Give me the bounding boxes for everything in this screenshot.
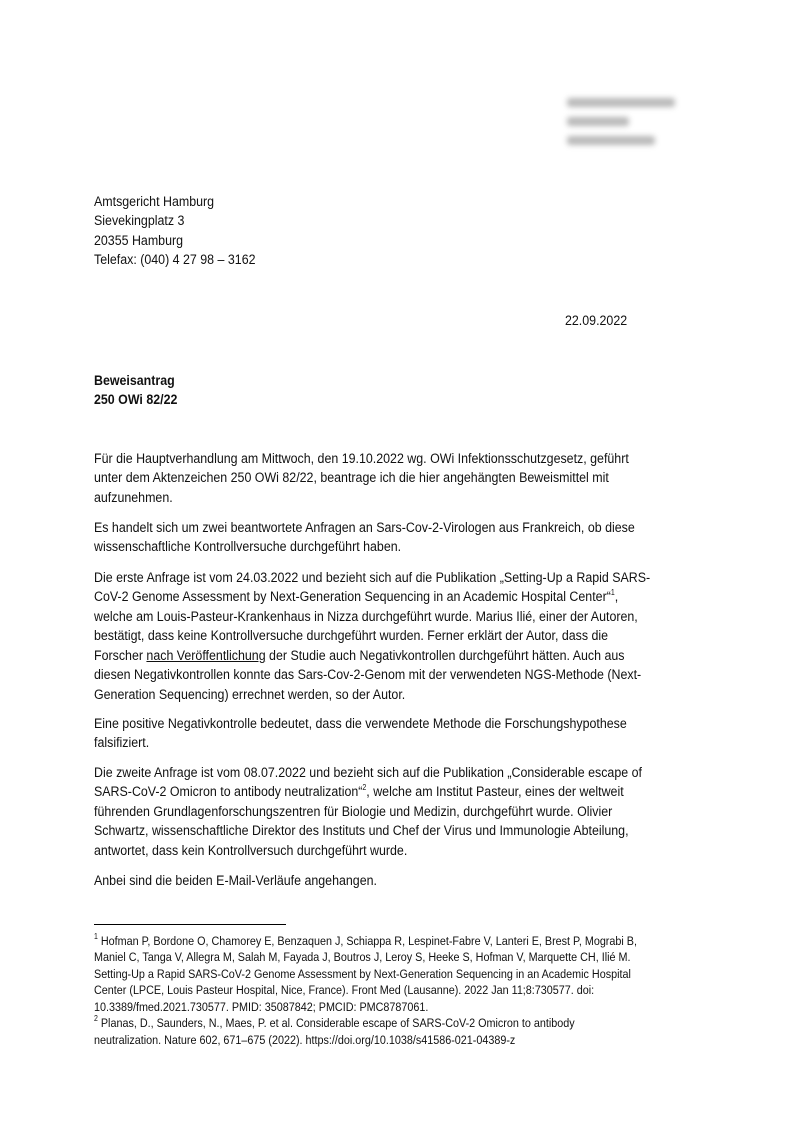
recipient-line: 20355 Hamburg <box>94 233 184 249</box>
text-line <box>94 647 624 665</box>
paragraph-6: Anbei sind die beiden E-Mail-Verläufe angehangen. <box>94 873 377 889</box>
text: Planas, D., Saunders, N., Maes, P. et al. Considerable escape of SARS-CoV-2 Omicron to antibody <box>97 1016 575 1030</box>
text-line: Für die Hauptverhandlung am Mittwoch, den 19.10.2022 wg. OWi Infektionsschutzgesetz, geführt <box>94 451 629 467</box>
text: , <box>614 589 619 605</box>
text-line: Es handelt sich um zwei beantwortete Anfragen an Sars-Cov-2-Virologen aus Frankreich, ob diese <box>94 520 635 536</box>
footnote-number: 1 <box>94 932 98 941</box>
recipient-line: Amtsgericht Hamburg <box>94 194 215 210</box>
text: SARS-CoV-2 Omicron to antibody neutralization“ <box>94 784 363 800</box>
text: Forscher <box>94 648 147 664</box>
footnote-2-line <box>94 1015 575 1031</box>
footnote-1-line <box>94 933 637 949</box>
subject-title: Beweisantrag <box>94 373 175 389</box>
recipient-line: Sievekingplatz 3 <box>94 213 185 229</box>
text: der Studie auch Negativkontrollen durchgeführt hätten. Auch aus <box>265 648 625 664</box>
footnote-ref-1[interactable]: 1 <box>610 588 615 597</box>
text-line: führenden Grundlagenforschungszentren für Biologie und Medizin, durchgeführt wurde. Olivier <box>94 804 613 820</box>
text-line: Eine positive Negativkontrolle bedeutet, dass die verwendete Methode die Forschungshypothese <box>94 716 627 732</box>
text-line: Schwartz, wissenschaftliche Direktor des Instituts und Chef der Virus und Immunologie Abteilung, <box>94 823 629 839</box>
text-line <box>94 783 624 801</box>
footnote-1-line: Center (LPCE, Louis Pasteur Hospital, Nice, France). Front Med (Lausanne). 2022 Jan 11;8:730577. doi: <box>94 983 595 997</box>
text-line: diesen Negativkontrollen konnte das Sars-Cov-2-Genom mit der verwendeten NGS-Methode (Next- <box>94 667 642 683</box>
footnote-1-line: Setting-Up a Rapid SARS-CoV-2 Genome Assessment by Next-Generation Sequencing in an Academic Hospital <box>94 967 631 981</box>
footnote-1-line: 10.3389/fmed.2021.730577. PMID: 35087842; PMCID: PMC8787061. <box>94 1000 429 1014</box>
text-line: Die erste Anfrage ist vom 24.03.2022 und bezieht sich auf die Publikation „Setting-Up a Rapid SARS- <box>94 570 651 586</box>
letter-date: 22.09.2022 <box>565 313 628 329</box>
text-line <box>94 588 618 606</box>
underlined-text: nach Veröffentlichung <box>146 648 266 664</box>
footnote-number: 2 <box>94 1014 98 1023</box>
text-line: Die zweite Anfrage ist vom 08.07.2022 und bezieht sich auf die Publikation „Considerable escape of <box>94 765 642 781</box>
text-line: unter dem Aktenzeichen 250 OWi 82/22, beantrage ich die hier angehängten Beweismittel mit <box>94 470 609 486</box>
footnote-1-line: Maniel C, Tanga V, Allegra M, Salah M, Fayada J, Boutros J, Leroy S, Heeke S, Hofman V, Marquette CH, Ilié M. <box>94 950 631 964</box>
text-line: Generation Sequencing) errechnet werden, so der Autor. <box>94 687 406 703</box>
case-number: 250 OWi 82/22 <box>94 392 178 408</box>
footnote-2-line[interactable]: neutralization. Nature 602, 671–675 (2022). https://doi.org/10.1038/s41586-021-04389-z <box>94 1033 516 1047</box>
text: Hofman P, Bordone O, Chamorey E, Benzaquen J, Schiappa R, Lespinet-Fabre V, Lanteri E, Brest P, Mograbi B, <box>97 934 637 948</box>
text: , welche am Institut Pasteur, eines der weltweit <box>366 784 624 800</box>
text-line: bestätigt, dass keine Kontrollversuche durchgeführt wurden. Ferner erklärt der Autor, dass die <box>94 628 609 644</box>
text-line: falsifiziert. <box>94 735 150 751</box>
text-line: welche am Louis-Pasteur-Krankenhaus in Nizza durchgeführt wurde. Marius Ilié, einer der Autoren, <box>94 609 638 625</box>
text-line: wissenschaftliche Kontrollversuche durchgeführt haben. <box>94 539 402 555</box>
text-line: aufzunehmen. <box>94 490 173 506</box>
text: CoV-2 Genome Assessment by Next-Generation Sequencing in an Academic Hospital Center“ <box>94 589 611 605</box>
recipient-fax: Telefax: (040) 4 27 98 – 3162 <box>94 252 256 268</box>
text-line: antwortet, dass kein Kontrollversuch durchgeführt wurde. <box>94 843 408 859</box>
footnote-separator <box>94 924 286 925</box>
footnote-ref-2[interactable]: 2 <box>362 783 367 792</box>
